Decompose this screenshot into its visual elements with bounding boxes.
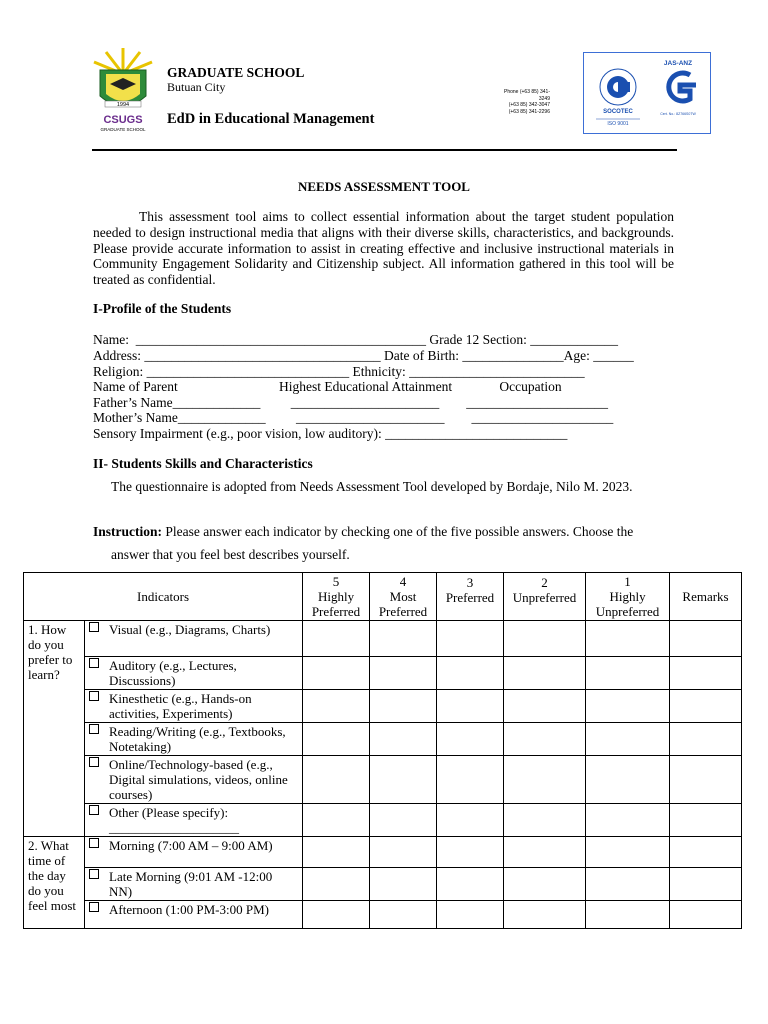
rating-cell[interactable]	[303, 690, 370, 723]
remarks-cell[interactable]	[670, 621, 742, 657]
phone-line: (+63 85) 342-3047	[508, 102, 550, 108]
rating-cell[interactable]	[303, 804, 370, 837]
address-line[interactable]: Address: ___________________________________ Date of Birth: _______________Age: ______	[93, 348, 634, 363]
table-row	[24, 756, 742, 804]
rating-cell[interactable]	[586, 868, 670, 901]
option-kinesthetic[interactable]: Kinesthetic (e.g., Hands-on activities, Experiments)	[85, 690, 303, 723]
rating-cell[interactable]	[586, 804, 670, 837]
checkbox[interactable]	[89, 838, 99, 848]
rating-cell[interactable]	[303, 868, 370, 901]
phone-line: Phone (+63 85) 341-3249	[503, 89, 550, 102]
rating-cell[interactable]	[504, 868, 586, 901]
section1-heading: I-Profile of the Students	[93, 301, 232, 316]
header-rule	[92, 149, 677, 151]
rating-cell[interactable]	[303, 621, 370, 657]
rating-cell[interactable]	[437, 756, 504, 804]
option-auditory[interactable]: Auditory (e.g., Lectures, Discussions)	[85, 657, 303, 690]
remarks-cell[interactable]	[670, 657, 742, 690]
option-morning[interactable]: Morning (7:00 AM – 9:00 AM)	[85, 837, 303, 868]
rating-cell[interactable]	[504, 837, 586, 868]
remarks-cell[interactable]	[670, 756, 742, 804]
rating-cell[interactable]	[504, 756, 586, 804]
rating-cell[interactable]	[370, 837, 437, 868]
rating-cell[interactable]	[437, 690, 504, 723]
col-5-header: 5 Highly Preferred	[303, 573, 370, 621]
rating-cell[interactable]	[303, 837, 370, 868]
rating-cell[interactable]	[370, 657, 437, 690]
remarks-header: Remarks	[670, 573, 742, 621]
rating-cell[interactable]	[370, 756, 437, 804]
rating-cell[interactable]	[504, 804, 586, 837]
instruction-text: Please answer each indicator by checking one of the five possible answers. Choose the	[162, 524, 634, 539]
table-row	[24, 621, 742, 657]
table-row	[24, 723, 742, 756]
father-line[interactable]: Father’s Name_____________ ______________________ _____________________	[93, 395, 608, 410]
remarks-cell[interactable]	[670, 901, 742, 929]
indicators-header: Indicators	[24, 573, 303, 621]
col-1-header: 1 Highly Unpreferred	[586, 573, 670, 621]
checkbox[interactable]	[89, 869, 99, 879]
intro-paragraph: This assessment tool aims to collect essential information about the target student population needed to design instructional media that aligns with their diverse skills, characteristics, and backgrounds. Please provide accurate information to assist in creating effective and inclusive instructional materials in Community Engagement Solidarity and Citizenship subject. All information gathered in this tool will be treated as confidential.	[93, 209, 674, 288]
rating-cell[interactable]	[504, 621, 586, 657]
page-title: NEEDS ASSESSMENT TOOL	[298, 179, 470, 194]
instruction-line	[93, 524, 633, 540]
rating-cell[interactable]	[370, 723, 437, 756]
col-2-header: 2 Unpreferred	[504, 573, 586, 621]
school-city: Butuan City	[167, 80, 226, 94]
rating-cell[interactable]	[303, 723, 370, 756]
parent-header-line: Name of Parent Highest Educational Attainment Occupation	[93, 379, 562, 394]
svg-text:CSUGS: CSUGS	[103, 114, 143, 126]
rating-cell[interactable]	[370, 868, 437, 901]
remarks-cell[interactable]	[670, 868, 742, 901]
name-line[interactable]: Name: ___________________________________________ Grade 12 Section: _____________	[93, 332, 618, 347]
rating-cell[interactable]	[437, 723, 504, 756]
rating-cell[interactable]	[303, 657, 370, 690]
checkbox[interactable]	[89, 805, 99, 815]
rating-cell[interactable]	[370, 804, 437, 837]
rating-cell[interactable]	[504, 657, 586, 690]
remarks-cell[interactable]	[670, 837, 742, 868]
adoption-note: The questionnaire is adopted from Needs Assessment Tool developed by Bordaje, Nilo M. 2023.	[111, 479, 633, 494]
svg-text:Cert. No.: 8Z766S0TW: Cert. No.: 8Z766S0TW	[660, 112, 696, 116]
rating-cell[interactable]	[504, 690, 586, 723]
rating-cell[interactable]	[437, 837, 504, 868]
rating-cell[interactable]	[437, 868, 504, 901]
checkbox[interactable]	[89, 658, 99, 668]
remarks-cell[interactable]	[670, 723, 742, 756]
col-4-header: 4 Most Preferred	[370, 573, 437, 621]
rating-cell[interactable]	[437, 621, 504, 657]
phone-line: (+63 85) 341-2296	[508, 108, 550, 115]
instruction-label: Instruction:	[93, 524, 163, 539]
table-row	[24, 690, 742, 723]
table-row	[24, 657, 742, 690]
checkbox[interactable]	[89, 902, 99, 912]
rating-cell[interactable]	[586, 690, 670, 723]
option-online-technology[interactable]: Online/Technology-based (e.g., Digital simulations, videos, online courses)	[85, 756, 303, 804]
rating-cell[interactable]	[504, 901, 586, 929]
remarks-cell[interactable]	[670, 804, 742, 837]
option-afternoon[interactable]: Afternoon (1:00 PM-3:00 PM)	[85, 901, 303, 929]
svg-text:ISO 9001: ISO 9001	[607, 121, 629, 127]
questionnaire-table	[23, 572, 742, 929]
sensory-line[interactable]: Sensory Impairment (e.g., poor vision, low auditory): ___________________________	[93, 426, 568, 441]
question-2: 2. What time of the day do you feel most	[24, 837, 85, 929]
rating-cell[interactable]	[586, 657, 670, 690]
rating-cell[interactable]	[303, 756, 370, 804]
rating-cell[interactable]	[370, 901, 437, 929]
program-name: EdD in Educational Management	[167, 111, 375, 127]
option-reading-writing[interactable]: Reading/Writing (e.g., Textbooks, Notetaking)	[85, 723, 303, 756]
option-visual[interactable]: Visual (e.g., Diagrams, Charts)	[85, 621, 303, 657]
rating-cell[interactable]	[437, 657, 504, 690]
certification-logos	[584, 53, 710, 133]
checkbox[interactable]	[89, 691, 99, 701]
school-name: GRADUATE SCHOOL	[167, 65, 305, 80]
remarks-cell[interactable]	[670, 690, 742, 723]
checkbox[interactable]	[89, 622, 99, 632]
table-row	[24, 837, 742, 868]
checkbox[interactable]	[89, 724, 99, 734]
certification-box	[583, 52, 711, 134]
rating-cell[interactable]	[586, 901, 670, 929]
rating-cell[interactable]	[370, 621, 437, 657]
svg-text:GRADUATE SCHOOL: GRADUATE SCHOOL	[100, 127, 146, 132]
table-row	[24, 868, 742, 901]
rating-cell[interactable]	[437, 901, 504, 929]
mother-line[interactable]: Mother’s Name_____________ ______________________ _____________________	[93, 410, 614, 425]
rating-cell[interactable]	[303, 901, 370, 929]
csugs-logo	[88, 44, 158, 134]
option-other[interactable]: Other (Please specify): ____________________	[85, 804, 303, 837]
instruction-line-2: answer that you feel best describes yourself.	[111, 547, 350, 562]
svg-text:SOCOTEC: SOCOTEC	[603, 109, 633, 115]
option-late-morning[interactable]: Late Morning (9:01 AM -12:00 NN)	[85, 868, 303, 901]
rating-cell[interactable]	[586, 621, 670, 657]
rating-cell[interactable]	[586, 723, 670, 756]
rating-cell[interactable]	[504, 723, 586, 756]
religion-line[interactable]: Religion: ______________________________ Ethnicity: __________________________	[93, 364, 585, 379]
table-header-row	[24, 573, 742, 621]
col-3-header: 3 Preferred	[437, 573, 504, 621]
phone-numbers	[500, 89, 550, 115]
rating-cell[interactable]	[370, 690, 437, 723]
table-row	[24, 901, 742, 929]
table-row	[24, 804, 742, 837]
checkbox[interactable]	[89, 757, 99, 767]
rating-cell[interactable]	[586, 837, 670, 868]
rating-cell[interactable]	[437, 804, 504, 837]
svg-text:1994: 1994	[116, 102, 130, 108]
svg-text:JAS-ANZ: JAS-ANZ	[663, 60, 693, 67]
rating-cell[interactable]	[586, 756, 670, 804]
section2-heading: II- Students Skills and Characteristics	[93, 456, 313, 471]
question-1: 1. How do you prefer to learn?	[24, 621, 85, 837]
